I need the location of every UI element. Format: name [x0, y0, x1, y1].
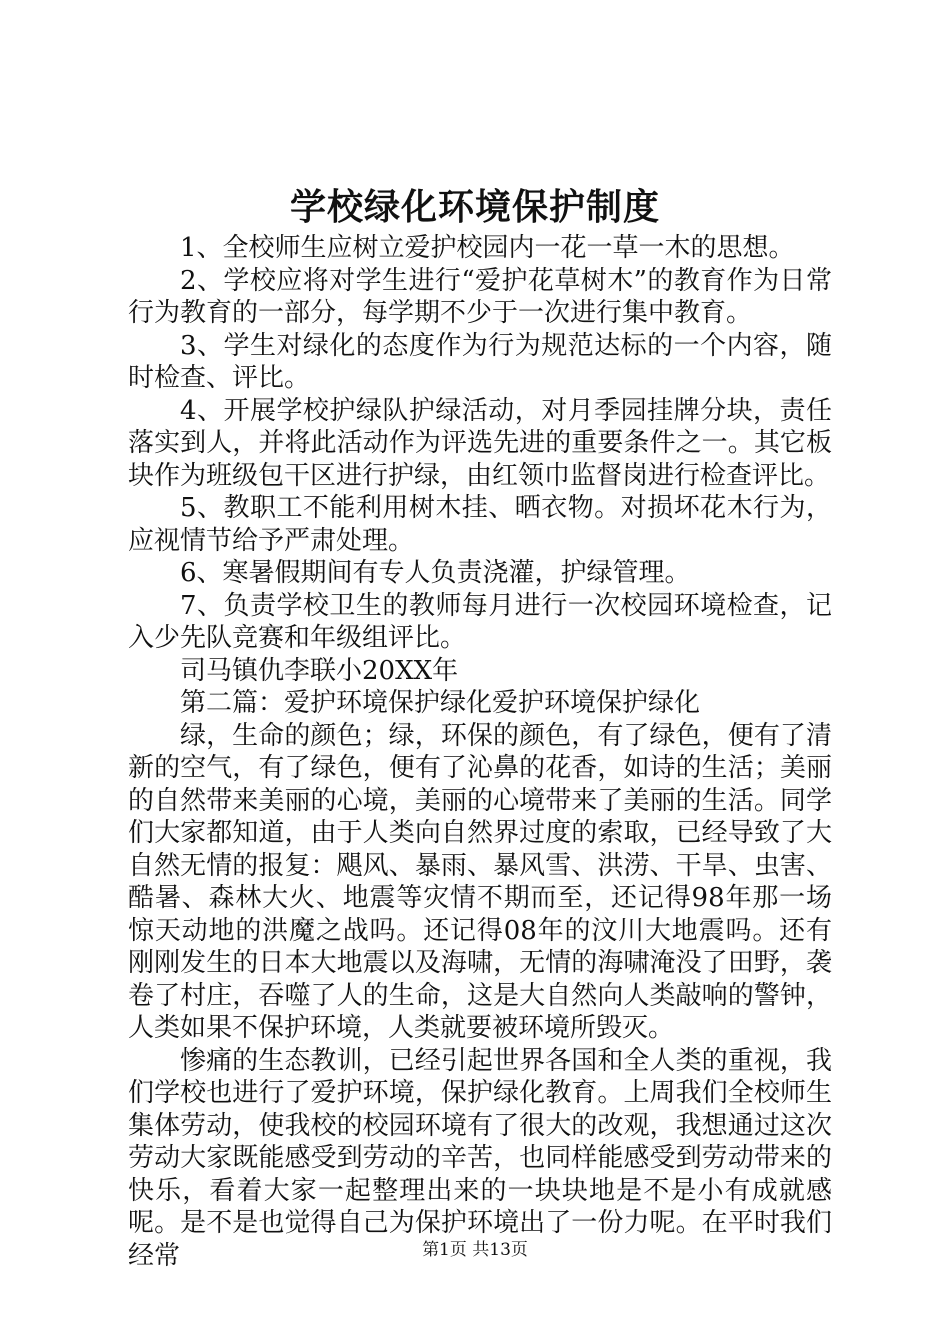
paragraph-lesson: 惨痛的生态教训，已经引起世界各国和全人类的重视，我们学校也进行了爱护环境，保护绿化教育。上周我们全校师生集体劳动，使我校的校园环境有了很大的改观，我想通过这次劳动大家既能感受到劳动的辛苦，也同样能感受到劳动带来的快乐，看着大家一起整理出来的一块块地是不是小有成就感呢。是不是也觉得自己为保护环境出了一份力呢。在平时我们经常	[128, 1045, 832, 1271]
page-footer	[0, 1238, 950, 1262]
paragraph-4: 4、开展学校护绿队护绿活动，对月季园挂牌分块，责任落实到人，并将此活动作为评选先进的重要条件之一。其它板块作为班级包干区进行护绿，由红领巾监督岗进行检查评比。	[128, 395, 832, 491]
paragraph-2: 2、学校应将对学生进行“爱护花草树木”的教育作为日常行为教育的一部分，每学期不少于一次进行集中教育。	[128, 265, 832, 328]
paragraph-1: 1、全校师生应树立爱护校园内一花一草一木的思想。	[180, 233, 795, 263]
paragraph-5: 5、教职工不能利用树木挂、晒衣物。对损坏花木行为，应视情节给予严肃处理。	[128, 493, 832, 556]
document-body	[128, 232, 832, 1272]
document-title: 学校绿化环境保护制度	[289, 187, 660, 228]
page-number: 第1页 共13页	[422, 1240, 528, 1260]
signature-line: 司马镇仇李联小20XX年	[180, 655, 459, 686]
paragraph-green: 绿，生命的颜色；绿，环保的颜色，有了绿色，便有了清新的空气，有了绿色，便有了沁鼻的花香，如诗的生活；美丽的自然带来美丽的心境，美丽的心境带来了美丽的生活。同学们大家都知道，由于人类向自然界过度的索取，已经导致了大自然无情的报复：飓风、暴雨、暴风雪、洪涝、干旱、虫害、酷暑、森林大火、地震等灾情不期而至，还记得98年那一场惊天动地的洪魔之战吗。还记得08年的汶川大地震吗。还有刚刚发生的日本大地震以及海啸，无情的海啸淹没了田野，袭卷了村庄，吞噬了人的生命，这是大自然向人类敲响的警钟，人类如果不保护环境，人类就要被环境所毁灭。	[128, 720, 832, 1043]
paragraph-6: 6、寒暑假期间有专人负责浇灌，护绿管理。	[180, 558, 691, 588]
paragraph-3: 3、学生对绿化的态度作为行为规范达标的一个内容，随时检查、评比。	[128, 330, 832, 393]
paragraph-7: 7、负责学校卫生的教师每月进行一次校园环境检查，记入少先队竞赛和年级组评比。	[128, 590, 832, 653]
section-heading: 第二篇：爱护环境保护绿化爱护环境保护绿化	[180, 688, 701, 718]
